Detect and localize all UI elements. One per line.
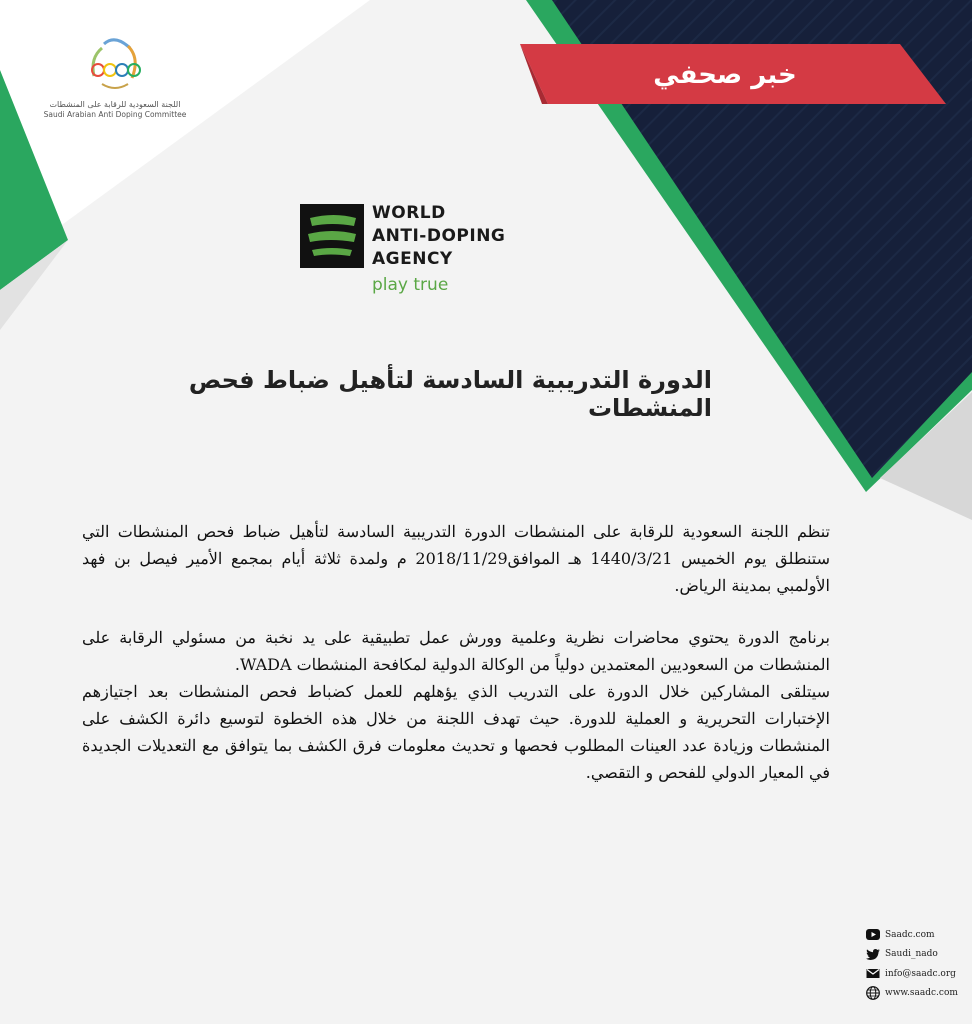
youtube-icon (866, 929, 880, 940)
committee-emblem-icon (80, 36, 150, 96)
wada-emblem-icon (300, 204, 364, 268)
wada-line-3: AGENCY (372, 249, 453, 269)
contact-email[interactable] (866, 964, 966, 984)
page-title: الدورة التدريبية السادسة لتأهيل ضباط فحص المنشطات (188, 366, 712, 422)
paragraph-3: سيتلقى المشاركين خلال الدورة على التدريب الذي يؤهلهم للعمل كضباط فحص المنشطات بعد اجتيازهم الإختبارات التحريرية و العملية للدورة. حيث تهدف اللجنة من خلال هذه الخطوة لتوسيع دائرة الكشف على المنشطات وزيادة عدد العينات المطلوب فحصها و تحديث معلومات فرق الكشف بما يتوافق مع التعديلات الجديدة في المعيار الدولي للفحص و التقصي. (82, 682, 831, 782)
twitter-icon (866, 949, 880, 960)
committee-name-english: Saudi Arabian Anti Doping Committee (43, 110, 187, 119)
committee-logo (40, 36, 190, 119)
wada-line-2: ANTI-DOPING (372, 226, 506, 246)
twitter-label: Saudi_nado (885, 949, 938, 960)
contact-website[interactable] (866, 984, 966, 1004)
paragraph-2: برنامج الدورة يحتوي محاضرات نظرية وعلمية وورش عمل تطبيقية على يد نخبة من مسئولي الرقابة على المنشطات من السعوديين المعتمدين دولياً من الوكالة الدولية لمكافحة المنشطات WADA. (82, 628, 830, 674)
email-icon (866, 968, 880, 979)
contact-list (866, 925, 966, 1003)
website-label: www.saadc.com (885, 988, 958, 999)
committee-name-arabic: اللجنة السعودية للرقابة على المنشطات (49, 100, 181, 109)
paragraph-1: تنظم اللجنة السعودية للرقابة على المنشطات الدورة التدريبية السادسة لتأهيل ضباط فحص المنشطات التي ستنطلق يوم الخميس 1440/3/21 هـ الموافق2018/11/29 م ولمدة ثلاثة أيام بمجمع الأمير فيصل بن فهد الأولمبي بمدينة الرياض. (82, 522, 831, 595)
email-label: info@saadc.org (885, 968, 956, 979)
globe-icon (866, 986, 880, 1000)
wada-line-1: WORLD (372, 203, 446, 223)
article-body (82, 518, 830, 786)
press-release-ribbon: خبر صحفي (653, 60, 797, 90)
wada-logo (300, 204, 540, 300)
youtube-label: Saadc.com (885, 929, 935, 940)
contact-twitter[interactable] (866, 945, 966, 965)
wada-tagline: play true (372, 275, 449, 295)
contact-youtube[interactable] (866, 925, 966, 945)
